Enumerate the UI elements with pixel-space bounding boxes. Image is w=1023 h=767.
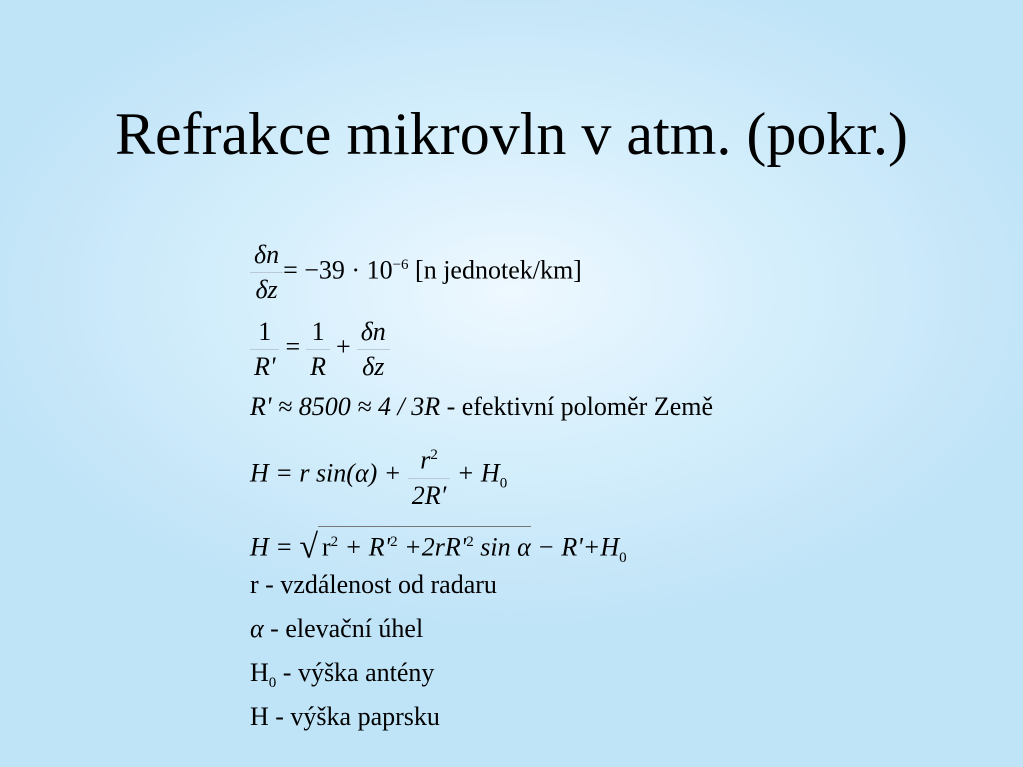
fraction-r2-over-2Rprime xyxy=(408,440,451,511)
fraction-numerator: 1 xyxy=(306,317,330,350)
radicand xyxy=(318,526,531,563)
radicand-term: + R' xyxy=(338,532,391,562)
subscript: 0 xyxy=(499,475,508,492)
plus-sign: + xyxy=(336,332,351,362)
definition-alpha xyxy=(250,614,423,644)
alpha-symbol: α xyxy=(250,614,264,643)
radicand-term: +2rR' xyxy=(397,532,467,562)
exponent: 2 xyxy=(330,534,339,550)
equation-expression: R' ≈ 8500 ≈ 4 / 3R xyxy=(250,392,441,421)
equation-rhs: = −39 · 10 xyxy=(283,255,393,285)
exponent: 2 xyxy=(430,447,438,463)
fraction-numerator: 1 xyxy=(250,317,279,350)
equation-rhs: − R'+H xyxy=(530,532,620,562)
radicand-term: sin α xyxy=(473,532,531,562)
exponent: −6 xyxy=(392,256,409,273)
exponent: 2 xyxy=(390,534,398,550)
equation-description: - efektivní poloměr Země xyxy=(440,392,713,421)
equation-lhs: H = r sin(α) + xyxy=(250,458,402,488)
definition-r: r - vzdálenost od radaru xyxy=(250,570,497,599)
fraction-denominator: δz xyxy=(362,352,385,381)
fraction-dn-dz xyxy=(357,317,390,382)
fraction-dn-dz xyxy=(250,240,283,305)
fraction-numerator: δn xyxy=(357,317,390,350)
equation-curvature xyxy=(250,317,390,382)
definition-h: H - výška paprsku xyxy=(250,702,440,731)
fraction-1-over-Rprime xyxy=(250,317,279,382)
radicand-term: r xyxy=(322,532,331,562)
definition-text: - výška antény xyxy=(276,658,435,687)
equation-gradient xyxy=(250,240,582,305)
exponent: 2 xyxy=(466,534,474,550)
square-root-sign: √ xyxy=(299,528,318,566)
definition-text: - elevační úhel xyxy=(263,614,424,643)
fraction-1-over-R xyxy=(306,317,330,382)
subscript: 0 xyxy=(619,549,627,566)
equation-height-exact xyxy=(250,526,627,573)
h-symbol: H xyxy=(250,658,269,687)
fraction-denominator: 2R′ xyxy=(411,480,447,510)
numerator-base: r xyxy=(420,445,431,475)
equals-sign: = xyxy=(285,332,301,362)
equation-rhs: + H xyxy=(456,458,500,488)
subscript: 0 xyxy=(268,675,277,692)
fraction-denominator: δz xyxy=(255,275,278,304)
equation-height-approx xyxy=(250,440,507,511)
fraction-denominator: R' xyxy=(254,352,276,381)
definition-h0 xyxy=(250,658,434,698)
equation-unit: [n jednotek/km] xyxy=(408,255,582,285)
equation-effective-radius xyxy=(250,392,713,422)
fraction-numerator xyxy=(408,440,451,479)
fraction-numerator: δn xyxy=(250,240,283,273)
equation-lhs: H = xyxy=(250,532,293,562)
fraction-denominator: R xyxy=(310,352,327,381)
slide-title: Refrakce mikrovln v atm. (pokr.) xyxy=(114,101,909,167)
